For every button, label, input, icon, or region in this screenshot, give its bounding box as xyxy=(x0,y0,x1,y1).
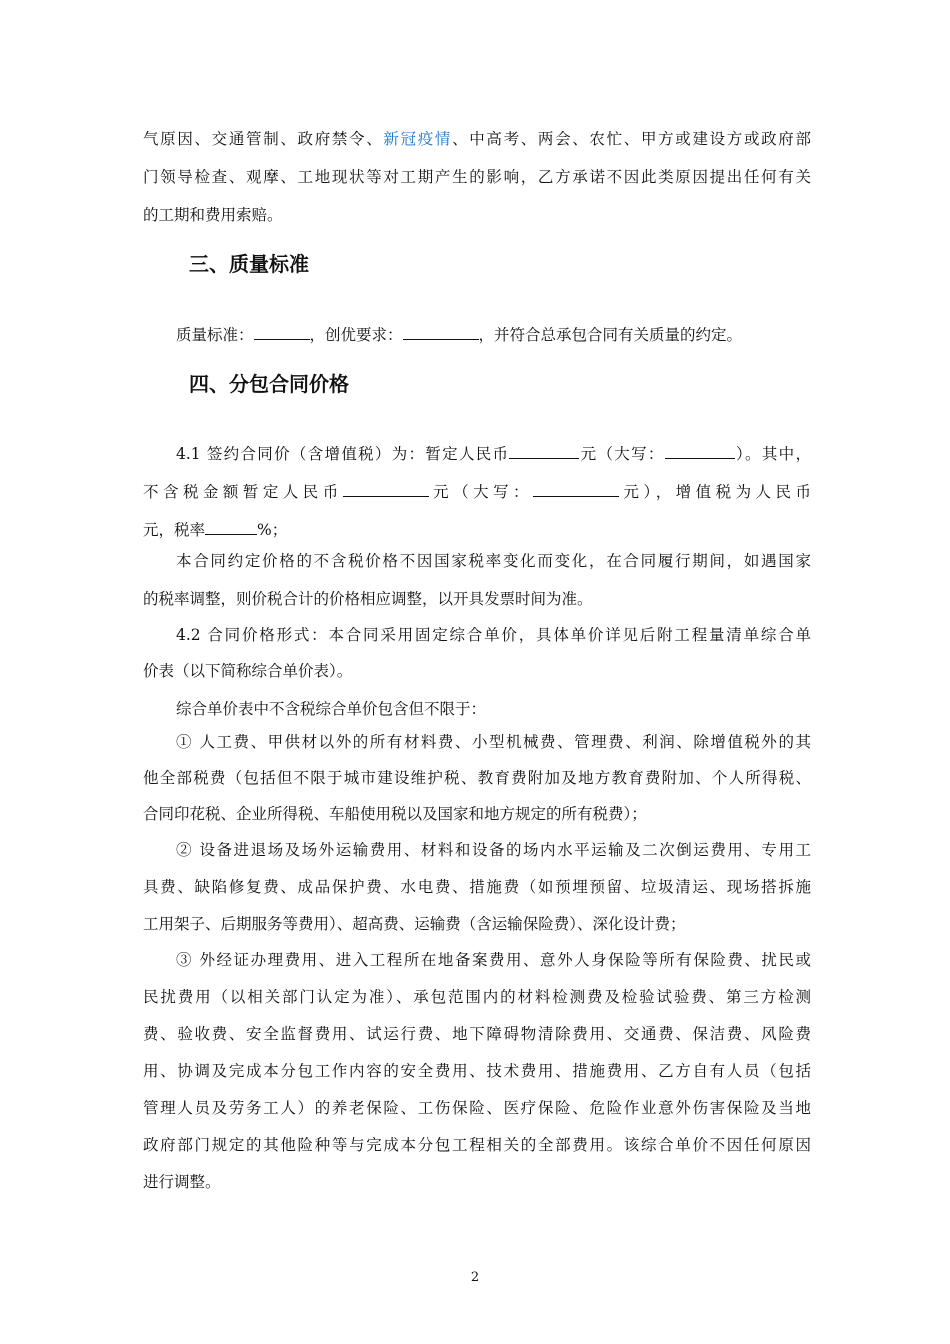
blank-field[interactable] xyxy=(509,442,579,459)
para-line xyxy=(143,480,811,503)
para-line: 管理人员及劳务工人）的养老保险、工伤保险、医疗保险、危险作业意外伤害保险及当地 xyxy=(143,1099,811,1117)
para-line: 费、验收费、安全监督费用、试运行费、地下障碍物清除费用、交通费、保洁费、风险费 xyxy=(143,1025,811,1043)
para-line: 民扰费用（以相关部门认定为准）、承包范围内的材料检测费及检验试验费、第三方检测 xyxy=(143,988,811,1006)
blank-field[interactable] xyxy=(343,480,429,497)
para-line xyxy=(143,518,811,541)
para-line: 本合同约定价格的不含税价格不因国家税率变化而变化，在合同履行期间，如遇国家 xyxy=(176,552,811,570)
covid-link[interactable]: 新冠疫情 xyxy=(383,130,453,148)
text: ）。其中， xyxy=(734,445,811,463)
para-line: 门领导检查、观摩、工地现状等对工期产生的影响，乙方承诺不因此类原因提出任何有关 xyxy=(143,168,811,186)
text: 不含税金额暂定人民币 xyxy=(143,483,343,501)
quality-line xyxy=(176,323,811,346)
list-item-3: ③ 外经证办理费用、进入工程所在地备案费用、意外人身保险等所有保险费、扰民或 xyxy=(176,951,811,969)
blank-field[interactable] xyxy=(665,442,735,459)
blank-field[interactable] xyxy=(533,480,619,497)
para-line: 的税率调整，则价税合计的价格相应调整，以开具发票时间为准。 xyxy=(143,590,593,608)
para-line: 工用架子、后期服务等费用）、超高费、运输费（含运输保险费）、深化设计费； xyxy=(143,915,686,933)
text: 元（大写： xyxy=(579,445,665,463)
para-line: 具费、缺陷修复费、成品保护费、水电费、措施费（如预埋预留、垃圾清运、现场搭拆施 xyxy=(143,878,811,896)
blank-field[interactable] xyxy=(403,323,479,340)
para-line: 综合单价表中不含税综合单价包含但不限于： xyxy=(176,700,487,718)
para-line: 价表（以下简称综合单价表）。 xyxy=(143,662,353,680)
text: 元（大写： xyxy=(428,483,534,501)
list-item-2: ② 设备进退场及场外运输费用、材料和设备的场内水平运输及二次倒运费用、专用工 xyxy=(176,841,811,859)
blank-field[interactable] xyxy=(205,518,257,535)
section-heading-quality: 三、质量标准 xyxy=(189,252,309,276)
text: 气原因、交通管制、政府禁令、 xyxy=(143,130,384,148)
page-number: 2 xyxy=(470,1270,480,1285)
text: 质量标准： xyxy=(176,326,254,344)
para-line: 用、协调及完成本分包工作内容的安全费用、技术费用、措施费用、乙方自有人员（包括 xyxy=(143,1062,811,1080)
para-line xyxy=(143,128,811,150)
text: ，并符合总承包合同有关质量的约定。 xyxy=(478,326,743,344)
para-line: 的工期和费用索赔。 xyxy=(143,206,283,224)
section-heading-price: 四、分包合同价格 xyxy=(189,372,349,396)
para-line xyxy=(176,442,811,465)
para-line: 他全部税费（包括但不限于城市建设维护税、教育费附加及地方教育费附加、个人所得税、 xyxy=(143,769,811,787)
text: 、中高考、两会、农忙、甲方或建设方或政府部 xyxy=(452,130,811,148)
text: 元），增值税为人民币 xyxy=(619,483,811,501)
para-line: 合同印花税、企业所得税、车船使用税以及国家和地方规定的所有税费）； xyxy=(143,805,647,823)
list-item-1: ① 人工费、甲供材以外的所有材料费、小型机械费、管理费、利润、除增值税外的其 xyxy=(176,733,811,751)
text: 4.1 签约合同价（含增值税）为：暂定人民币 xyxy=(176,445,510,463)
blank-field[interactable] xyxy=(254,323,310,340)
para-line: 政府部门规定的其他险种等与完成本分包工程相关的全部费用。该综合单价不因任何原因 xyxy=(143,1136,811,1154)
para-line: 4.2 合同价格形式：本合同采用固定综合单价，具体单价详见后附工程量清单综合单 xyxy=(176,626,811,644)
text: ，创优要求： xyxy=(309,326,403,344)
para-line: 进行调整。 xyxy=(143,1173,221,1191)
text: 元，税率 xyxy=(143,521,206,539)
text: %； xyxy=(257,521,288,539)
